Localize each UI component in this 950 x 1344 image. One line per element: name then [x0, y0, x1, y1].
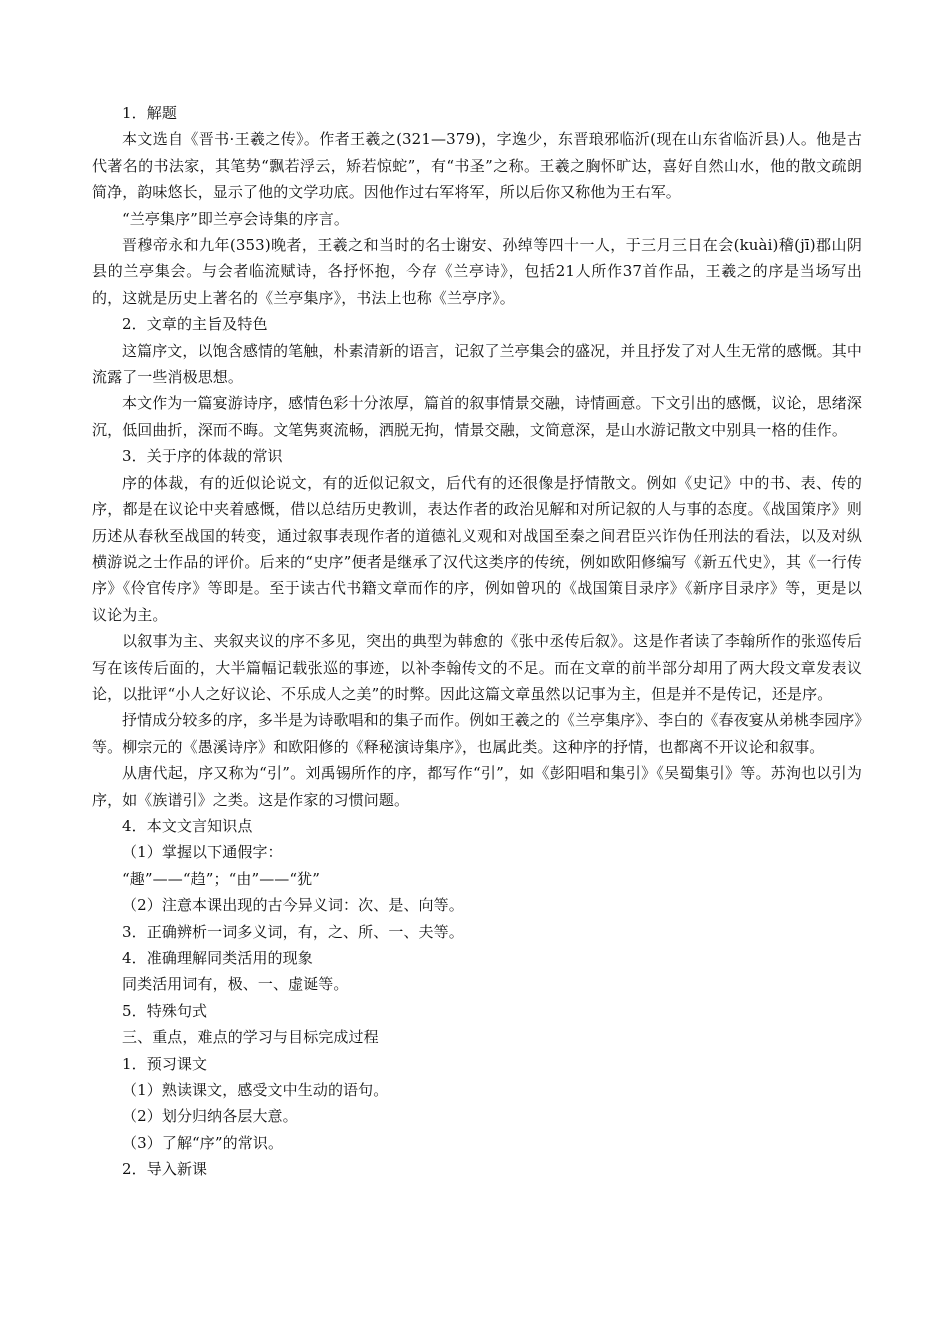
list-item-daoru: 2．导入新课: [122, 1160, 208, 1179]
paragraph-background: 晋穆帝永和九年(353)晚者，王羲之和当时的名士谢安、孙绰等四十一人，于三月三日在会(kuài)稽(jī)郡山阴县的兰亭集会。与会者临流赋诗，各抒怀抱，今存《兰亭诗》，包括21人所作37首作品，王羲之的序是当场写出的，这就是历史上著名的《兰亭集序》，书法上也称《兰亭序》。: [92, 236, 862, 307]
document-page: [92, 100, 862, 1183]
list-item-yuxi: 1．预习课文: [122, 1054, 208, 1073]
section-heading-2: 2．文章的主旨及特色: [122, 315, 268, 334]
list-item-tongjia: （1）掌握以下通假字：: [122, 843, 283, 862]
list-item-gujin: （2）注意本课出现的古今异义词：次、是、向等。: [122, 896, 464, 915]
paragraph-author-intro: 本文选自《晋书·王羲之传》。作者王羲之(321—379)，字逸少，东晋琅邪临沂(现在山东省临沂县)人。他是古代著名的书法家，其笔势“飘若浮云，矫若惊蛇”，有“书圣”之称。王羲之胸怀旷达，喜好自然山水，他的散文疏朗简净，韵味悠长，显示了他的文学功底。因他作过右军将军，所以后你又称他为王右军。: [92, 130, 862, 202]
list-item-teshu: 5．特殊句式: [122, 1001, 208, 1020]
list-item-huoyong: 4．准确理解同类活用的现象: [122, 949, 313, 967]
list-item-yuxi-2: （2）划分归纳各层大意。: [122, 1107, 298, 1126]
list-item-huoyong-examples: 同类活用词有，极、一、虚诞等。: [122, 975, 349, 994]
paragraph-yin: 从唐代起，序又称为“引”。刘禹锡所作的序，都写作“引”，如《彭阳唱和集引》《吴蜀集引》等。苏洵也以引为序，如《族谱引》之类。这是作家的习惯问题。: [92, 764, 862, 809]
paragraph-lyrical-preface: 抒情成分较多的序，多半是为诗歌唱和的集子而作。例如王羲之的《兰亭集序》、李白的《春夜宴从弟桃李园序》等。柳宗元的《愚溪诗序》和欧阳修的《释秘演诗集序》，也属此类。这种序的抒情，也都离不开议论和叙事。: [92, 711, 863, 756]
paragraph-preface-genre: 序的体裁，有的近似论说文，有的近似记叙文，后代有的还很像是抒情散文。例如《史记》中的书、表、传的序，都是在议论中夹着感慨，借以总结历史教训，表达作者的政治见解和对所记叙的人与事的态度。《战国策序》则历述从春秋至战国的转变，通过叙事表现作者的道德礼义观和对战国至秦之间君臣兴诈伪任刑法的看法，以及对纵横游说之士作品的评价。后来的“史序”便者是继承了汉代这类序的传统，例如欧阳修编写《新五代史》，其《一行传序》《伶官传序》等即是。至于读古代书籍文章而作的序，例如曾巩的《战国策目录序》《新序目录序》等，更是以议论为主。: [92, 473, 862, 624]
list-item-yuxi-3: （3）了解“序”的常识。: [122, 1133, 284, 1152]
list-item-yuxi-1: （1）熟读课文，感受文中生动的语句。: [122, 1081, 389, 1100]
paragraph-features: 本文作为一篇宴游诗序，感情色彩十分浓厚，篇首的叙事情景交融，诗情画意。下文引出的感慨，议论，思绪深沉，低回曲折，深而不晦。文笔隽爽流畅，洒脱无拘，情景交融，文简意深，是山水游记散文中别具一格的佳作。: [92, 394, 862, 439]
section-heading-4: 4．本文文言知识点: [122, 816, 253, 835]
paragraph-theme: 这篇序文，以饱含感情的笔触，朴素清新的语言，记叙了兰亭集会的盛况，并且抒发了对人生无常的感慨。其中流露了一些消极思想。: [92, 341, 862, 387]
list-item-yiciduoyi: 3．正确辨析一词多义词，有，之、所、一、夫等。: [122, 922, 464, 941]
paragraph-narrative-preface: 以叙事为主、夹叙夹议的序不多见，突出的典型为韩愈的《张中丞传后叙》。这是作者读了李翰所作的张巡传后写在该传后面的，大半篇幅记载张巡的事迹，以补李翰传文的不足。而在文章的前半部分却用了两大段文章发表议论，以批评“小人之好议论、不乐成人之美”的时弊。因此这篇文章虽然以记事为主，但是并不是传记，还是序。: [92, 632, 862, 703]
section-heading-3: 3．关于序的体裁的常识: [122, 447, 283, 466]
list-item-tongjia-examples: “趣”——“趋”；“由”——“犹”: [122, 869, 321, 888]
section-heading-5: 三、重点，难点的学习与目标完成过程: [122, 1028, 379, 1047]
paragraph-title-meaning: “兰亭集序”即兰亭会诗集的序言。: [122, 209, 349, 228]
section-heading-1: 1．解题: [122, 104, 177, 122]
